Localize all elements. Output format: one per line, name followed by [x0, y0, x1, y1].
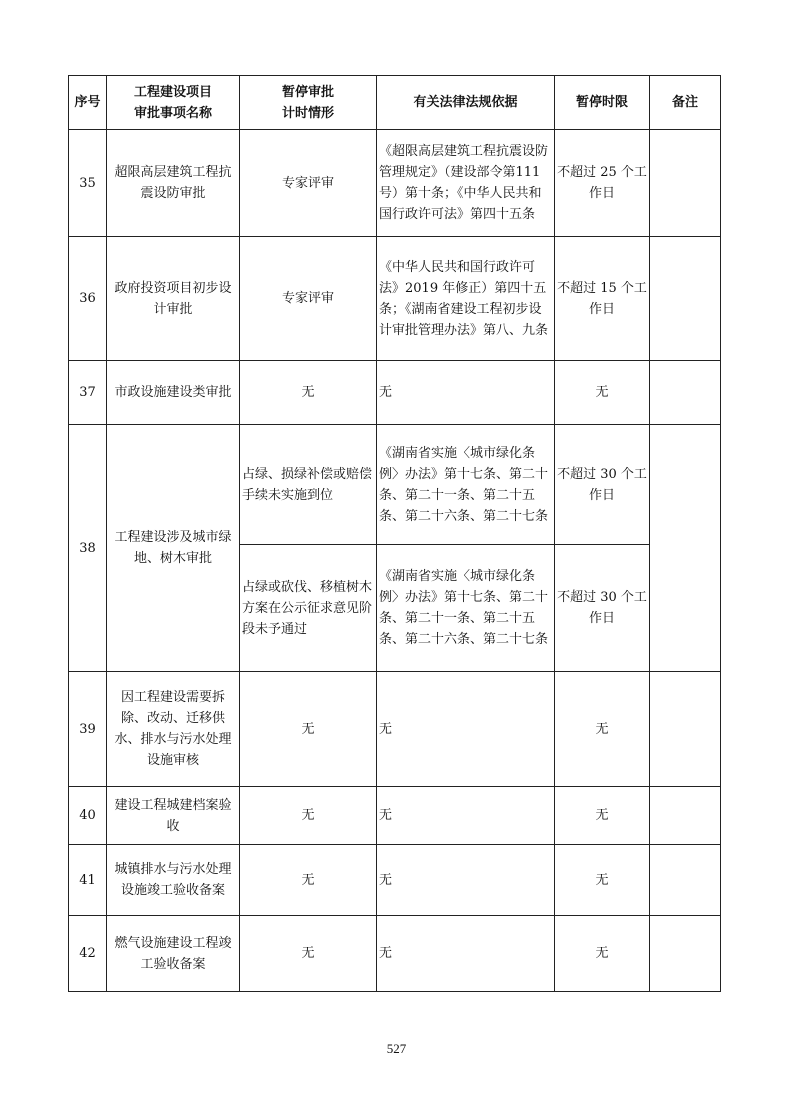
row-seq: 42 — [69, 916, 107, 992]
header-pause: 暂停审批 计时情形 — [240, 76, 377, 130]
row-name: 政府投资项目初步设计审批 — [107, 237, 240, 361]
row-pause: 无 — [240, 845, 377, 916]
row-seq: 39 — [69, 672, 107, 787]
row-law: 《超限高层建筑工程抗震设防管理规定》（建设部令第111号）第十条；《中华人民共和国行政许可法》第四十五条 — [377, 130, 555, 237]
row-pause: 无 — [240, 916, 377, 992]
row-limit: 不超过 15 个工作日 — [555, 237, 650, 361]
row-seq: 37 — [69, 361, 107, 425]
row-limit: 无 — [555, 361, 650, 425]
row-pause: 无 — [240, 672, 377, 787]
row-law: 《湖南省实施〈城市绿化条例〉办法》第十七条、第二十条、第二十一条、第二十五条、第二十六条、第二十七条 — [377, 425, 555, 545]
row-name: 城镇排水与污水处理设施竣工验收备案 — [107, 845, 240, 916]
table-row — [69, 787, 721, 845]
row-remark — [650, 425, 721, 672]
row-pause: 专家评审 — [240, 237, 377, 361]
row-law: 无 — [377, 787, 555, 845]
row-law: 《中华人民共和国行政许可法》2019 年修正）第四十五条；《湖南省建设工程初步设计审批管理办法》第八、九条 — [377, 237, 555, 361]
row-pause: 无 — [240, 361, 377, 425]
row-law: 无 — [377, 845, 555, 916]
row-law: 《湖南省实施〈城市绿化条例〉办法》第十七条、第二十条、第二十一条、第二十五条、第二十六条、第二十七条 — [377, 545, 555, 672]
row-name: 因工程建设需要拆除、改动、迁移供水、排水与污水处理设施审核 — [107, 672, 240, 787]
header-law: 有关法律法规依据 — [377, 76, 555, 130]
row-remark — [650, 130, 721, 237]
row-limit: 无 — [555, 916, 650, 992]
row-limit: 不超过 30 个工作日 — [555, 425, 650, 545]
row-remark — [650, 361, 721, 425]
header-seq: 序号 — [69, 76, 107, 130]
row-limit: 无 — [555, 672, 650, 787]
row-name: 市政设施建设类审批 — [107, 361, 240, 425]
header-row — [69, 76, 721, 130]
row-seq: 40 — [69, 787, 107, 845]
page-number: 527 — [386, 1041, 407, 1056]
row-limit: 无 — [555, 845, 650, 916]
header-limit: 暂停时限 — [555, 76, 650, 130]
row-limit: 无 — [555, 787, 650, 845]
row-pause: 占绿、损绿补偿或赔偿手续未实施到位 — [240, 425, 377, 545]
row-law: 无 — [377, 361, 555, 425]
row-remark — [650, 237, 721, 361]
row-name: 工程建设涉及城市绿地、树木审批 — [107, 425, 240, 672]
table-row — [69, 361, 721, 425]
table-row — [69, 237, 721, 361]
row-law: 无 — [377, 672, 555, 787]
row-pause: 无 — [240, 787, 377, 845]
row-pause: 占绿或砍伐、移植树木方案在公示征求意见阶段未予通过 — [240, 545, 377, 672]
row-limit: 不超过 25 个工作日 — [555, 130, 650, 237]
row-remark — [650, 845, 721, 916]
row-name: 燃气设施建设工程竣工验收备案 — [107, 916, 240, 992]
row-remark — [650, 916, 721, 992]
row-limit: 不超过 30 个工作日 — [555, 545, 650, 672]
table-row — [69, 672, 721, 787]
row-seq: 41 — [69, 845, 107, 916]
row-seq: 36 — [69, 237, 107, 361]
table-row — [69, 845, 721, 916]
approval-table — [68, 75, 721, 992]
table-row — [69, 916, 721, 992]
table-row — [69, 425, 721, 545]
row-seq: 38 — [69, 425, 107, 672]
header-name: 工程建设项目 审批事项名称 — [107, 76, 240, 130]
table-row — [69, 130, 721, 237]
row-law: 无 — [377, 916, 555, 992]
header-remark: 备注 — [650, 76, 721, 130]
row-seq: 35 — [69, 130, 107, 237]
row-pause: 专家评审 — [240, 130, 377, 237]
row-name: 建设工程城建档案验收 — [107, 787, 240, 845]
row-name: 超限高层建筑工程抗震设防审批 — [107, 130, 240, 237]
row-remark — [650, 787, 721, 845]
row-remark — [650, 672, 721, 787]
